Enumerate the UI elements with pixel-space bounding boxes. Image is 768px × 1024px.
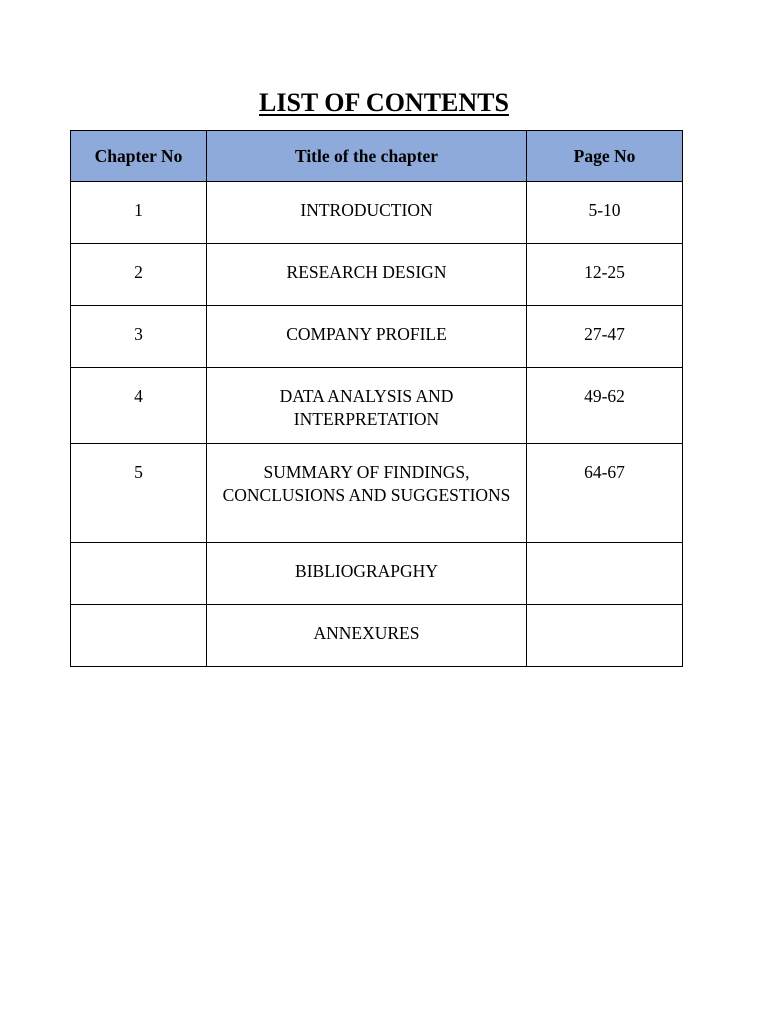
chapter-title: ANNEXURES xyxy=(207,605,527,667)
chapter-number xyxy=(71,543,207,605)
table-row xyxy=(71,244,683,306)
chapter-title: INTRODUCTION xyxy=(207,182,527,244)
page-title: LIST OF CONTENTS xyxy=(259,88,509,117)
chapter-number: 3 xyxy=(71,306,207,368)
table-row xyxy=(71,182,683,244)
header-chapter-title: Title of the chapter xyxy=(207,131,527,182)
page-range xyxy=(527,543,683,605)
page-range: 12-25 xyxy=(527,244,683,306)
page-range: 27-47 xyxy=(527,306,683,368)
chapter-title: BIBLIOGRAPGHY xyxy=(207,543,527,605)
chapter-title: SUMMARY OF FINDINGS, CONCLUSIONS AND SUGGESTIONS xyxy=(207,444,527,543)
chapter-number xyxy=(71,605,207,667)
chapter-number: 1 xyxy=(71,182,207,244)
table-header-row xyxy=(71,131,683,182)
header-page-no: Page No xyxy=(527,131,683,182)
chapter-number: 5 xyxy=(71,444,207,543)
page-range: 49-62 xyxy=(527,368,683,444)
chapter-title: COMPANY PROFILE xyxy=(207,306,527,368)
table-row xyxy=(71,605,683,667)
table-row xyxy=(71,543,683,605)
chapter-title: RESEARCH DESIGN xyxy=(207,244,527,306)
contents-table xyxy=(70,130,683,667)
header-chapter-no: Chapter No xyxy=(71,131,207,182)
page-range xyxy=(527,605,683,667)
chapter-number: 2 xyxy=(71,244,207,306)
table-row xyxy=(71,444,683,543)
chapter-number: 4 xyxy=(71,368,207,444)
table-row xyxy=(71,306,683,368)
page-range: 64-67 xyxy=(527,444,683,543)
chapter-title: DATA ANALYSIS AND INTERPRETATION xyxy=(207,368,527,444)
table-row xyxy=(71,368,683,444)
page-range: 5-10 xyxy=(527,182,683,244)
